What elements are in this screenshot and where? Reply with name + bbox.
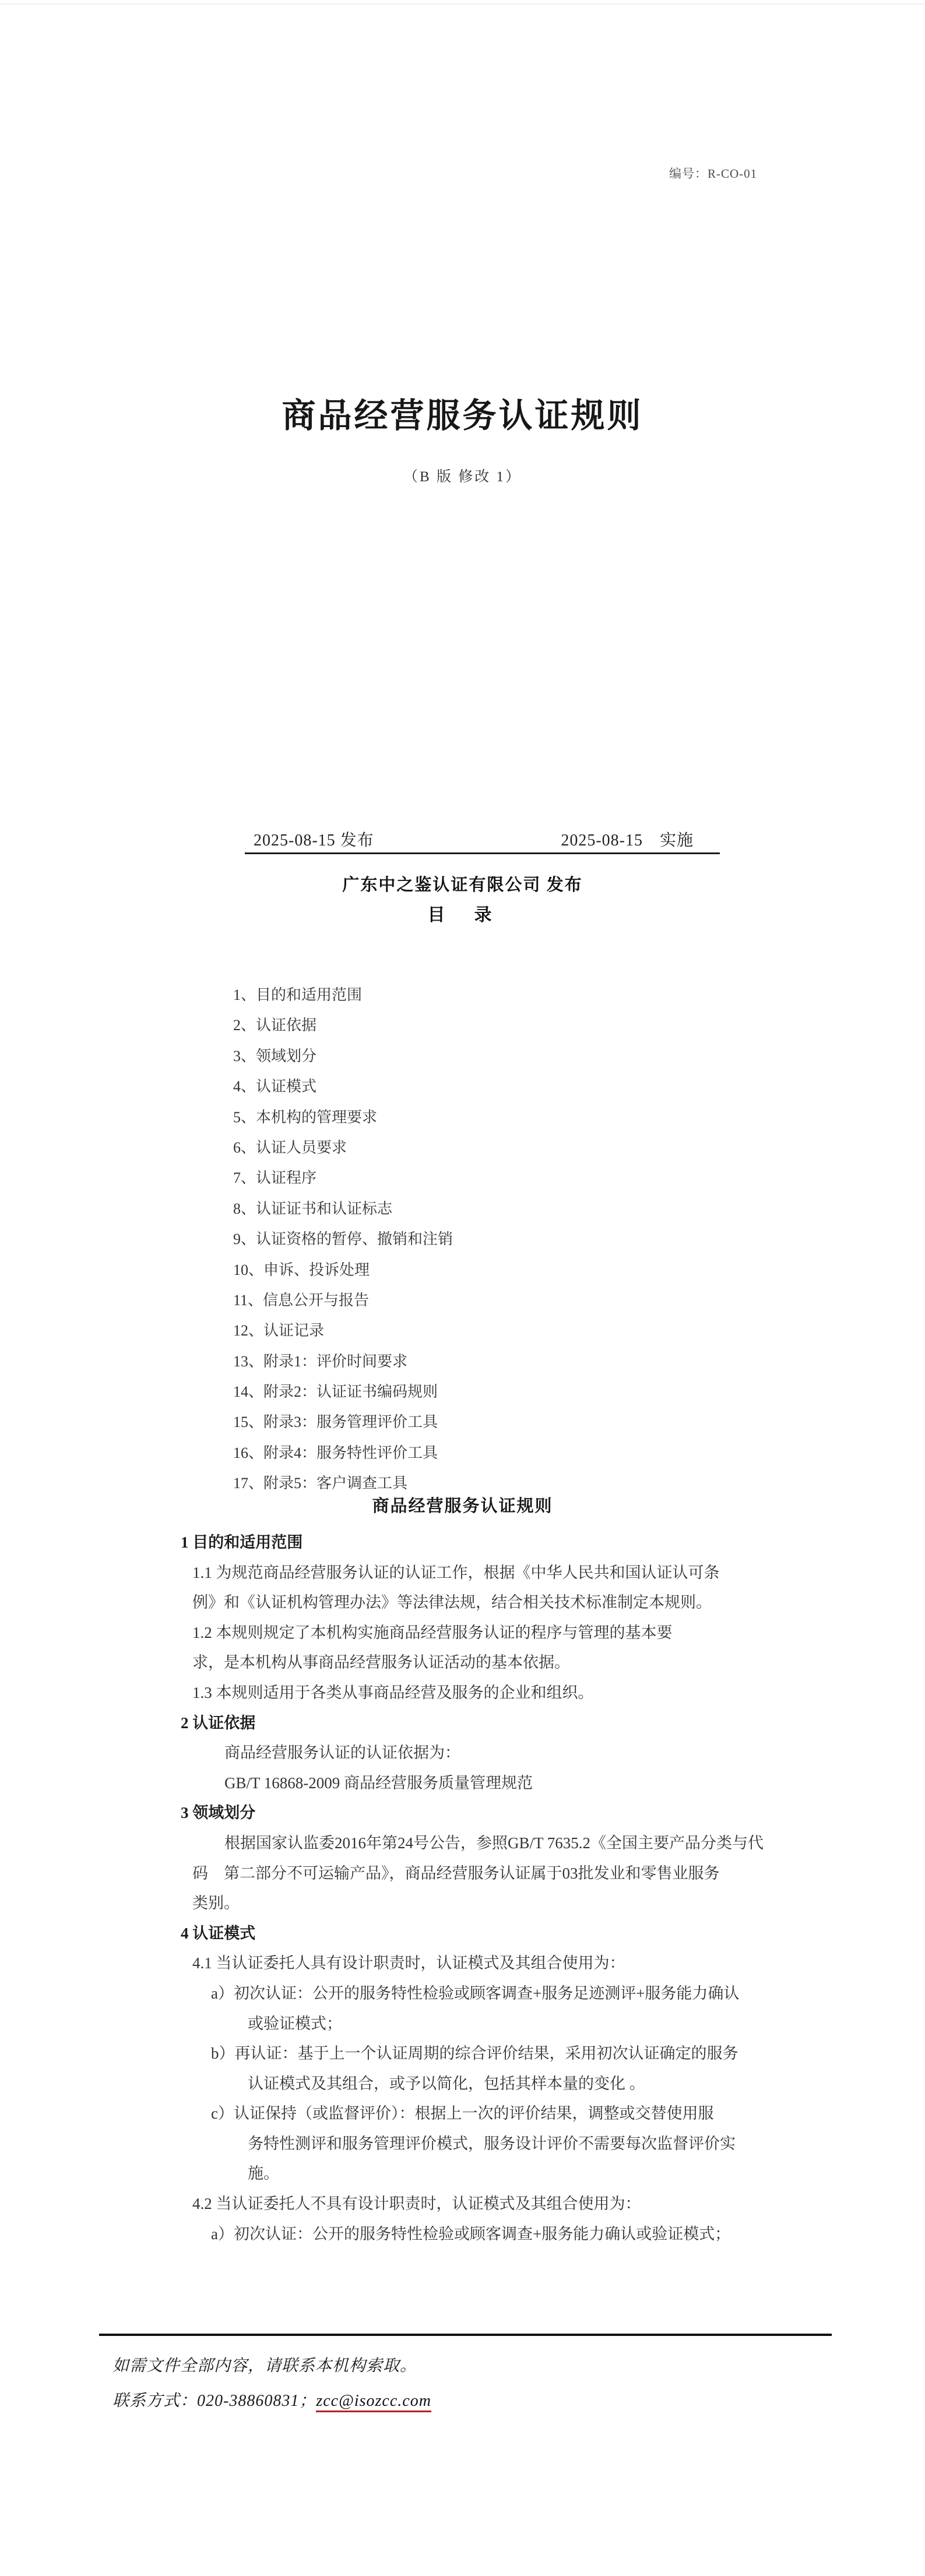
toc-title: 目 录 — [427, 905, 498, 925]
paragraph-line: 1.2 本规则规定了本机构实施商品经营服务认证的程序与管理的基本要 — [192, 1623, 673, 1641]
toc-item: 16、附录4：服务特性评价工具 — [233, 1444, 438, 1461]
list-item-line: 施。 — [248, 2165, 279, 2183]
doc-number: 编号：R-CO-01 — [669, 167, 758, 181]
date-row — [254, 827, 694, 851]
list-item-line: a）初次认证：公开的服务特性检验或顾客调查+服务足迹测评+服务能力确认 — [211, 1984, 740, 2002]
section-heading: 4 认证模式 — [181, 1924, 256, 1942]
list-item-line: c）认证保持（或监督评价）：根据上一次的评价结果，调整或交替使用服 — [211, 2105, 714, 2123]
paragraph-line: 例》和《认证机构管理办法》等法律法规，结合相关技术标准制定本规则。 — [192, 1594, 712, 1612]
paragraph-line: 求，是本机构从事商品经营服务认证活动的基本依据。 — [192, 1654, 570, 1672]
list-item-line: 或验证模式； — [248, 2014, 342, 2032]
list-item-line: b）再认证：基于上一个认证周期的综合评价结果，采用初次认证确定的服务 — [211, 2045, 738, 2063]
publisher-line: 广东中之鉴认证有限公司 发布 — [342, 876, 583, 894]
toc-item: 2、认证依据 — [233, 1017, 317, 1034]
email-link[interactable]: zcc@isozcc.com — [316, 2392, 431, 2412]
implement-date: 2025-08-15 实施 — [561, 831, 694, 850]
section-heading: 1 目的和适用范围 — [181, 1534, 303, 1551]
paragraph-line: GB/T 16868-2009 商品经营服务质量管理规范 — [224, 1774, 533, 1792]
version-note: （B 版 修改 1） — [403, 469, 522, 485]
contact-info: 联系方式：020-38860831； — [112, 2392, 316, 2410]
footer-contact — [112, 2388, 431, 2411]
section-heading: 2 认证依据 — [181, 1714, 256, 1732]
footer-rule — [99, 2334, 832, 2336]
toc-item: 7、认证程序 — [233, 1169, 317, 1187]
toc-item: 13、附录1：评价时间要求 — [233, 1352, 408, 1370]
toc-item: 4、认证模式 — [233, 1078, 317, 1095]
publish-date: 2025-08-15 发布 — [254, 831, 374, 850]
list-item-line: a）初次认证：公开的服务特性检验或顾客调查+服务能力确认或验证模式； — [211, 2225, 731, 2243]
toc-item: 11、信息公开与报告 — [233, 1291, 370, 1309]
toc-item: 8、认证证书和认证标志 — [233, 1200, 393, 1217]
toc-item: 1、目的和适用范围 — [233, 986, 363, 1003]
list-item-line: 务特性测评和服务管理评价模式，服务设计评价不需要每次监督评价实 — [248, 2134, 736, 2152]
body-heading: 商品经营服务认证规则 — [372, 1497, 553, 1516]
document-body — [0, 1528, 925, 2249]
toc-item: 10、申诉、投诉处理 — [233, 1261, 370, 1278]
footer-note: 如需文件全部内容，请联系本机构索取。 — [112, 2357, 417, 2375]
page-top-edge — [0, 3, 925, 5]
toc-item: 12、认证记录 — [233, 1322, 325, 1340]
paragraph-line: 1.3 本规则适用于各类从事商品经营及服务的企业和组织。 — [192, 1683, 594, 1701]
document-title: 商品经营服务认证规则 — [282, 397, 643, 435]
toc-item: 9、认证资格的暂停、撤销和注销 — [233, 1231, 453, 1248]
section-heading: 3 领域划分 — [181, 1804, 256, 1822]
toc-item: 14、附录2：认证证书编码规则 — [233, 1383, 438, 1401]
paragraph-line: 码 第二部分不可运输产品》，商品经营服务认证属于03批发业和零售业服务 — [192, 1864, 720, 1882]
toc-list — [233, 980, 453, 1499]
list-item-line: 认证模式及其组合，或予以简化，包括其样本量的变化 。 — [248, 2074, 645, 2092]
paragraph-line: 4.1 当认证委托人具有设计职责时，认证模式及其组合使用为： — [192, 1954, 625, 1972]
toc-item: 6、认证人员要求 — [233, 1139, 347, 1156]
paragraph-line: 4.2 当认证委托人不具有设计职责时，认证模式及其组合使用为： — [192, 2195, 641, 2213]
paragraph-line: 1.1 为规范商品经营服务认证的认证工作，根据《中华人民共和国认证认可条 — [192, 1563, 720, 1581]
paragraph-line: 商品经营服务认证的认证依据为： — [224, 1744, 460, 1762]
toc-item: 17、附录5：客户调查工具 — [233, 1475, 408, 1492]
toc-item: 5、本机构的管理要求 — [233, 1108, 378, 1126]
paragraph-line: 根据国家认监委2016年第24号公告，参照GB/T 7635.2《全国主要产品分类与代 — [224, 1834, 764, 1852]
toc-item: 3、领域划分 — [233, 1047, 317, 1065]
paragraph-line: 类别。 — [192, 1894, 240, 1912]
horizontal-rule — [245, 852, 720, 854]
toc-item: 15、附录3：服务管理评价工具 — [233, 1414, 438, 1431]
